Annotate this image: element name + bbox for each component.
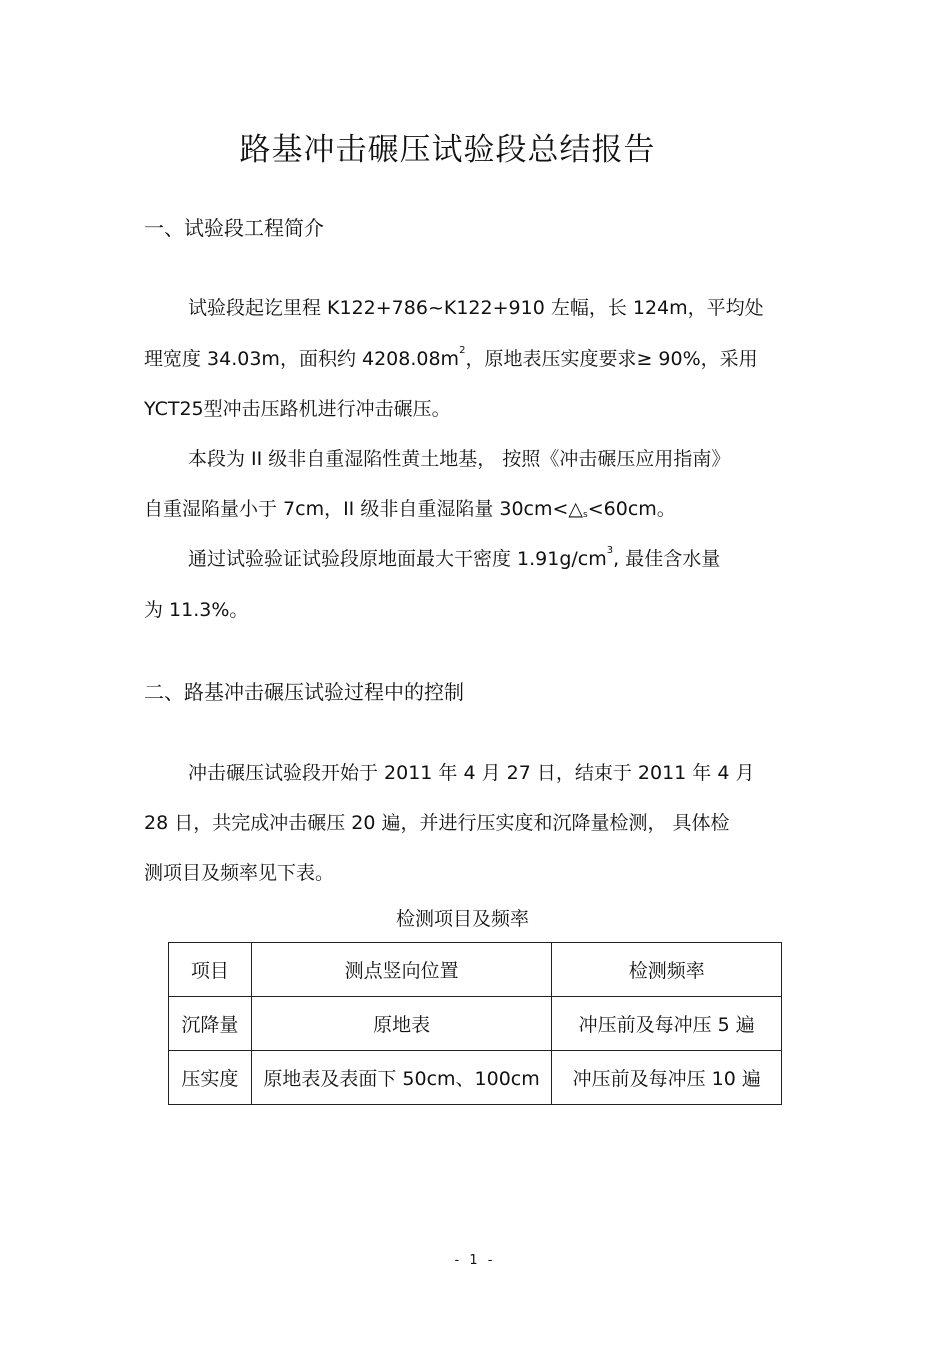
table-row xyxy=(169,1051,782,1105)
section1-p3-line1: 通过试验验证试验段原地面最大干密度 $1.91g/cm^3$, 最佳含水量 xyxy=(188,545,721,570)
table-cell: 原地表及表面下 50cm、100cm xyxy=(251,1051,552,1105)
section2-heading: 二、路基冲击碾压试验过程中的控制 xyxy=(144,680,464,704)
section1-p2-line1: 本段为 II 级非自重湿陷性黄土地基， 按照《冲击碾压应用指南》 xyxy=(188,448,731,470)
table-cell: 压实度 xyxy=(169,1051,252,1105)
document-title: 路基冲击碾压试验段总结报告 xyxy=(239,132,656,168)
table-cell: 原地表 xyxy=(251,997,552,1051)
section2-p1-line2: 28 日，共完成冲击碾压 20 遍，并进行压实度和沉降量检测， 具体检 xyxy=(144,812,730,834)
section1-p1-line1: 试验段起讫里程 K122+786~K122+910 左幅，长 124m，平均处 xyxy=(188,297,764,319)
section2-p1-line1: 冲击碾压试验段开始于 2011 年 4 月 27 日，结束于 2011 年 4 月 xyxy=(188,762,755,784)
subscript-s: s xyxy=(583,510,588,520)
section2-p1-line3: 测项目及频率见下表。 xyxy=(144,862,335,884)
section1-p2-line2: 自重湿陷量小于 7cm，II 级非自重湿陷量 $30cm<\triangle_s<60cm$。 xyxy=(144,498,676,520)
table-row xyxy=(169,997,782,1051)
section1-p1-line2: 理宽度 34.03m，面积约 $4208.08m^2$，原地表压实度要求≥ 90%，采用 xyxy=(144,345,758,370)
table-header-cell: 检测频率 xyxy=(552,943,782,997)
section1-p3-line2: 为 11.3%。 xyxy=(144,599,249,621)
superscript-3: 3 xyxy=(606,545,614,556)
section1-p1-line3: YCT25型冲击压路机进行冲击碾压。 xyxy=(144,398,451,420)
table-header-cell: 测点竖向位置 xyxy=(251,943,552,997)
table-cell: 冲压前及每冲压 5 遍 xyxy=(552,997,782,1051)
table-caption: 检测项目及频率 xyxy=(395,908,529,930)
table-cell: 沉降量 xyxy=(169,997,252,1051)
table-cell: 冲压前及每冲压 10 遍 xyxy=(552,1051,782,1105)
table-header-cell: 项目 xyxy=(169,943,252,997)
page-number: - 1 - xyxy=(454,1253,496,1268)
table-header-row xyxy=(169,943,782,997)
superscript-2: 2 xyxy=(459,345,466,356)
section1-heading: 一、试验段工程简介 xyxy=(144,216,324,240)
detection-table xyxy=(168,942,782,1105)
